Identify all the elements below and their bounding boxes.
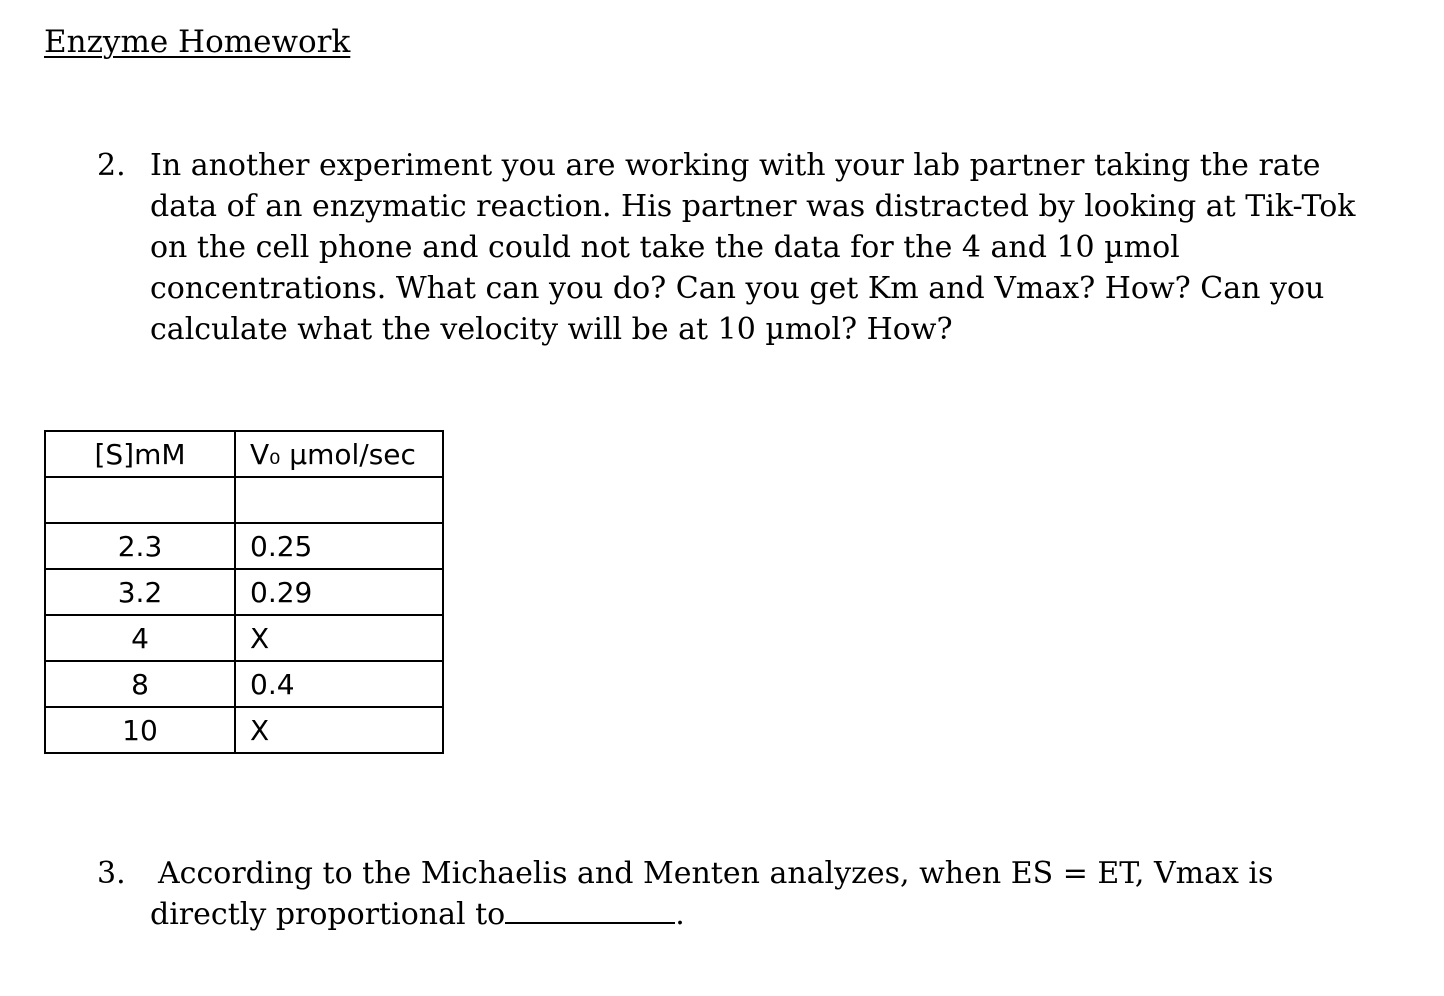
document-title: Enzyme Homework xyxy=(44,24,351,60)
substrate-cell: 10 xyxy=(45,707,235,753)
rate-data-table xyxy=(44,430,444,754)
velocity-cell: X xyxy=(235,707,443,753)
velocity-cell xyxy=(235,477,443,523)
table-row xyxy=(45,477,443,523)
table-row xyxy=(45,707,443,753)
substrate-cell: 8 xyxy=(45,661,235,707)
question-2-text xyxy=(150,145,1355,350)
velocity-cell: 0.4 xyxy=(235,661,443,707)
substrate-cell: 4 xyxy=(45,615,235,661)
question-3-line: According to the Michaelis and Menten analyzes, when ES = ET, Vmax is xyxy=(158,856,1274,891)
question-2-line: on the cell phone and could not take the data for the 4 and 10 µmol xyxy=(150,230,1180,265)
table-row xyxy=(45,615,443,661)
question-3-period: . xyxy=(675,897,685,932)
question-3-line-text: directly proportional to xyxy=(150,897,506,932)
answer-blank xyxy=(505,894,675,924)
substrate-cell: 2.3 xyxy=(45,523,235,569)
question-3-text-continued xyxy=(150,894,685,935)
question-2-line: In another experiment you are working with your lab partner taking the rate xyxy=(150,148,1321,183)
substrate-header: [S]mM xyxy=(45,431,235,477)
velocity-cell: 0.29 xyxy=(235,569,443,615)
substrate-cell xyxy=(45,477,235,523)
question-3-number: 3. xyxy=(97,856,126,891)
velocity-cell: X xyxy=(235,615,443,661)
question-2-number: 2. xyxy=(97,148,126,183)
question-3-text xyxy=(158,853,1273,894)
velocity-header: V₀ µmol/sec xyxy=(235,431,443,477)
table-row xyxy=(45,661,443,707)
table-row xyxy=(45,569,443,615)
question-3-line xyxy=(150,894,685,935)
velocity-cell: 0.25 xyxy=(235,523,443,569)
question-2-line: concentrations. What can you do? Can you get Km and Vmax? How? Can you xyxy=(150,271,1325,306)
table-header-row xyxy=(45,431,443,477)
question-2-line: calculate what the velocity will be at 10 µmol? How? xyxy=(150,312,953,347)
table-row xyxy=(45,523,443,569)
question-2-line: data of an enzymatic reaction. His partner was distracted by looking at Tik-Tok xyxy=(150,189,1356,224)
substrate-cell: 3.2 xyxy=(45,569,235,615)
